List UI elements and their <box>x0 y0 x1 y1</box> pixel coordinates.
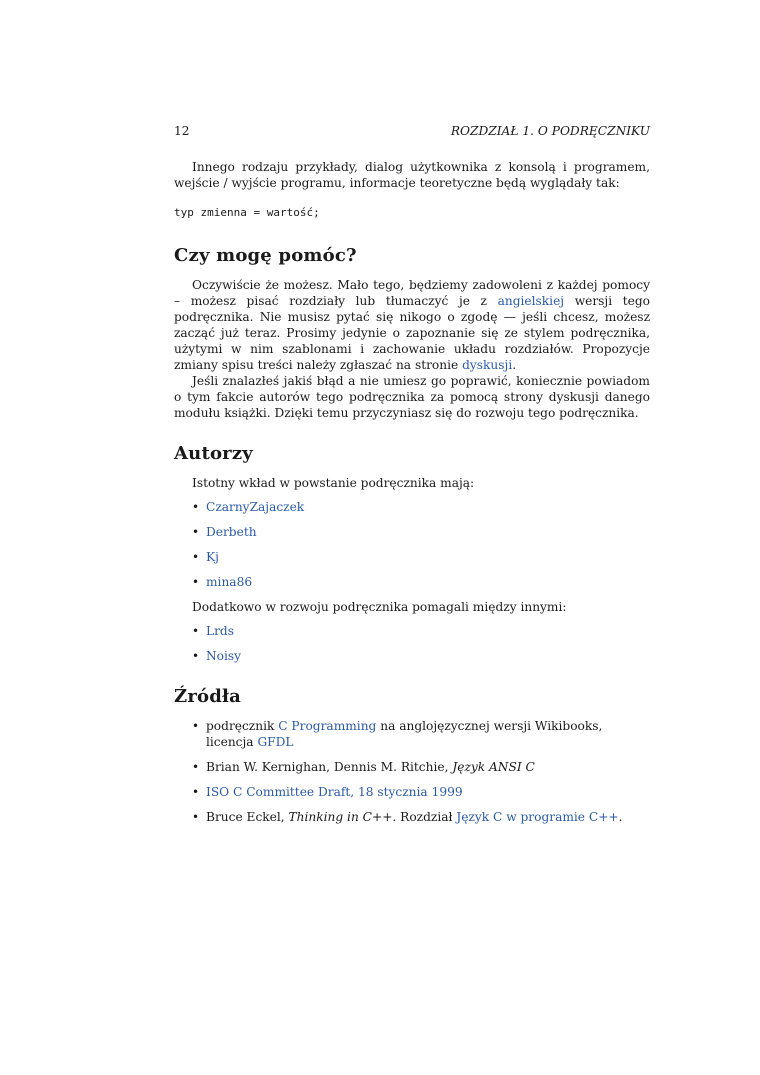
help-text-a: Oczywiście że możesz. Mało tego, będziemy zadowoleni z każdej pomocy – możesz pisać rozdziały lub tłumaczyć je z <box>174 278 650 308</box>
list-item <box>192 718 650 750</box>
list-item <box>192 759 650 775</box>
authors-lead: Istotny wkład w powstanie podręcznika mają: <box>192 476 475 490</box>
intro-paragraph: Innego rodzaju przykłady, dialog użytkownika z konsolą i programem, wejście / wyjście programu, informacje teoretyczne będą wyglądały tak: <box>174 160 650 190</box>
help-text-b: wersji tego podręcznika. Nie musisz pytać się nikogo o zgodę — jeśli chcesz, możesz zacząć już teraz. Prosimy jedynie o zapoznanie się ze stylem podręcznika, użytymi w nim szablonami i zachowanie układu rozdziałów. Propozycje zmiany spisu treści należy zgłaszać na stronie <box>174 294 650 372</box>
source-text: Brian W. Kernighan, Dennis M. Ritchie, <box>206 760 453 774</box>
book-title: Thinking in C++ <box>288 810 393 824</box>
list-item <box>192 574 650 590</box>
source-text: . Rozdział <box>392 810 457 824</box>
heading-sources: Źródła <box>174 686 242 707</box>
sources-list <box>174 718 650 825</box>
link-c-in-cpp[interactable]: Język C w programie C++ <box>456 810 619 824</box>
list-item <box>192 549 650 565</box>
source-text: podręcznik <box>206 719 279 733</box>
authors-list <box>174 499 650 590</box>
author-link[interactable]: mina86 <box>206 575 253 589</box>
document-page <box>174 123 650 834</box>
chapter-title: ROZDZIAŁ 1. O PODRĘCZNIKU <box>450 124 650 138</box>
list-item <box>192 784 650 800</box>
link-iso-draft[interactable]: ISO C Committee Draft, 18 stycznia 1999 <box>206 785 463 799</box>
heading-help: Czy mogę pomóc? <box>174 245 357 266</box>
source-text: Bruce Eckel, <box>206 810 289 824</box>
running-header <box>174 123 650 139</box>
author-link[interactable]: Derbeth <box>206 525 257 539</box>
link-discussion[interactable]: dyskusji <box>462 358 513 372</box>
page-number: 12 <box>174 124 190 138</box>
helpers-lead: Dodatkowo w rozwoju podręcznika pomagali między innymi: <box>192 600 567 614</box>
link-gfdl[interactable]: GFDL <box>257 735 294 749</box>
list-item <box>192 524 650 540</box>
help-paragraph-2: Jeśli znalazłeś jakiś błąd a nie umiesz go poprawić, koniecznie powiadom o tym fakcie autorów tego podręcznika za pomocą strony dyskusji danego modułu książki. Dzięki temu przyczyniasz się do rozwoju tego podręcznika. <box>174 374 650 420</box>
link-c-programming[interactable]: C Programming <box>278 719 377 733</box>
helper-link[interactable]: Lrds <box>206 624 234 638</box>
help-paragraph-1 <box>174 277 650 373</box>
list-item <box>192 809 650 825</box>
list-item <box>192 648 650 664</box>
heading-authors: Autorzy <box>174 443 253 464</box>
helpers-list <box>174 623 650 664</box>
source-text: . <box>618 810 623 824</box>
code-example: typ zmienna = wartość; <box>174 206 320 219</box>
link-english-version[interactable]: angielskiej <box>497 294 565 308</box>
source-text: na anglojęzycznej wersji Wikibooks, licencja <box>206 719 603 749</box>
help-text-c: . <box>512 358 517 372</box>
helper-link[interactable]: Noisy <box>206 649 242 663</box>
author-link[interactable]: CzarnyZajaczek <box>206 500 305 514</box>
list-item <box>192 623 650 639</box>
list-item <box>192 499 650 515</box>
book-title: Język ANSI C <box>452 760 535 774</box>
author-link[interactable]: Kj <box>206 550 219 564</box>
